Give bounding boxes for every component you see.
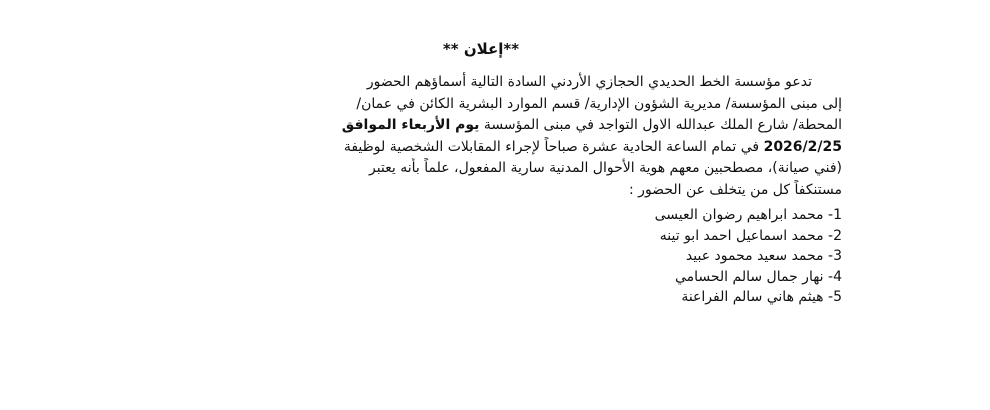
meeting-day: يوم الأربعاء الموافق: [341, 117, 480, 133]
list-item: [120, 226, 842, 247]
announcement-document: [120, 30, 842, 308]
list-item-name: محمد اسماعيل احمد ابو تينه: [659, 227, 824, 244]
body-line-4-text: في تمام الساعة الحادية عشرة صباحاً لإجراء المقابلات الشخصية لوظيفة: [343, 138, 760, 155]
body-line-3-text: المحطة/ شارع الملك عبدالله الاول التواجد في مبنى المؤسسة: [483, 117, 842, 133]
announcement-body: [120, 72, 842, 201]
list-item-number: 4-: [828, 268, 842, 285]
list-item-name: محمد سعيد محمود عبيد: [685, 248, 824, 264]
meeting-date: 2026/2/25: [763, 138, 842, 155]
body-line-3: [120, 115, 842, 137]
body-line-1: تدعو مؤسسة الخط الحديدي الحجازي الأردني السادة التالية أسماؤهم الحضور: [366, 74, 812, 90]
list-item: [120, 205, 842, 226]
list-item-number: 5-: [828, 289, 842, 305]
announcement-title: **إعلان **: [442, 40, 520, 58]
list-item-number: 3-: [828, 248, 842, 264]
list-item-name: هيثم هاني سالم الفراعنة: [681, 289, 824, 305]
body-line-4: [120, 137, 842, 159]
list-item: [120, 267, 842, 288]
body-line-5: (فني صيانة)، مصطحبين معهم هوية الأحوال المدنية سارية المفعول، علماً بأنه يعتبر: [368, 160, 842, 176]
list-item-number: 1-: [828, 207, 842, 223]
list-item-name: محمد ابراهيم رضوان العيسى: [654, 207, 824, 223]
body-line-2: إلى مبنى المؤسسة/ مديرية الشؤون الإدارية/ قسم الموارد البشرية الكائن في عمان/: [356, 95, 842, 112]
body-line-6: مستنكفاً كل من يتخلف عن الحضور :: [629, 181, 842, 198]
list-item: [120, 287, 842, 308]
candidate-list: [120, 205, 842, 308]
list-item-name: نهار جمال سالم الحسامي: [674, 268, 824, 285]
list-item-number: 2-: [828, 227, 842, 244]
list-item: [120, 246, 842, 267]
